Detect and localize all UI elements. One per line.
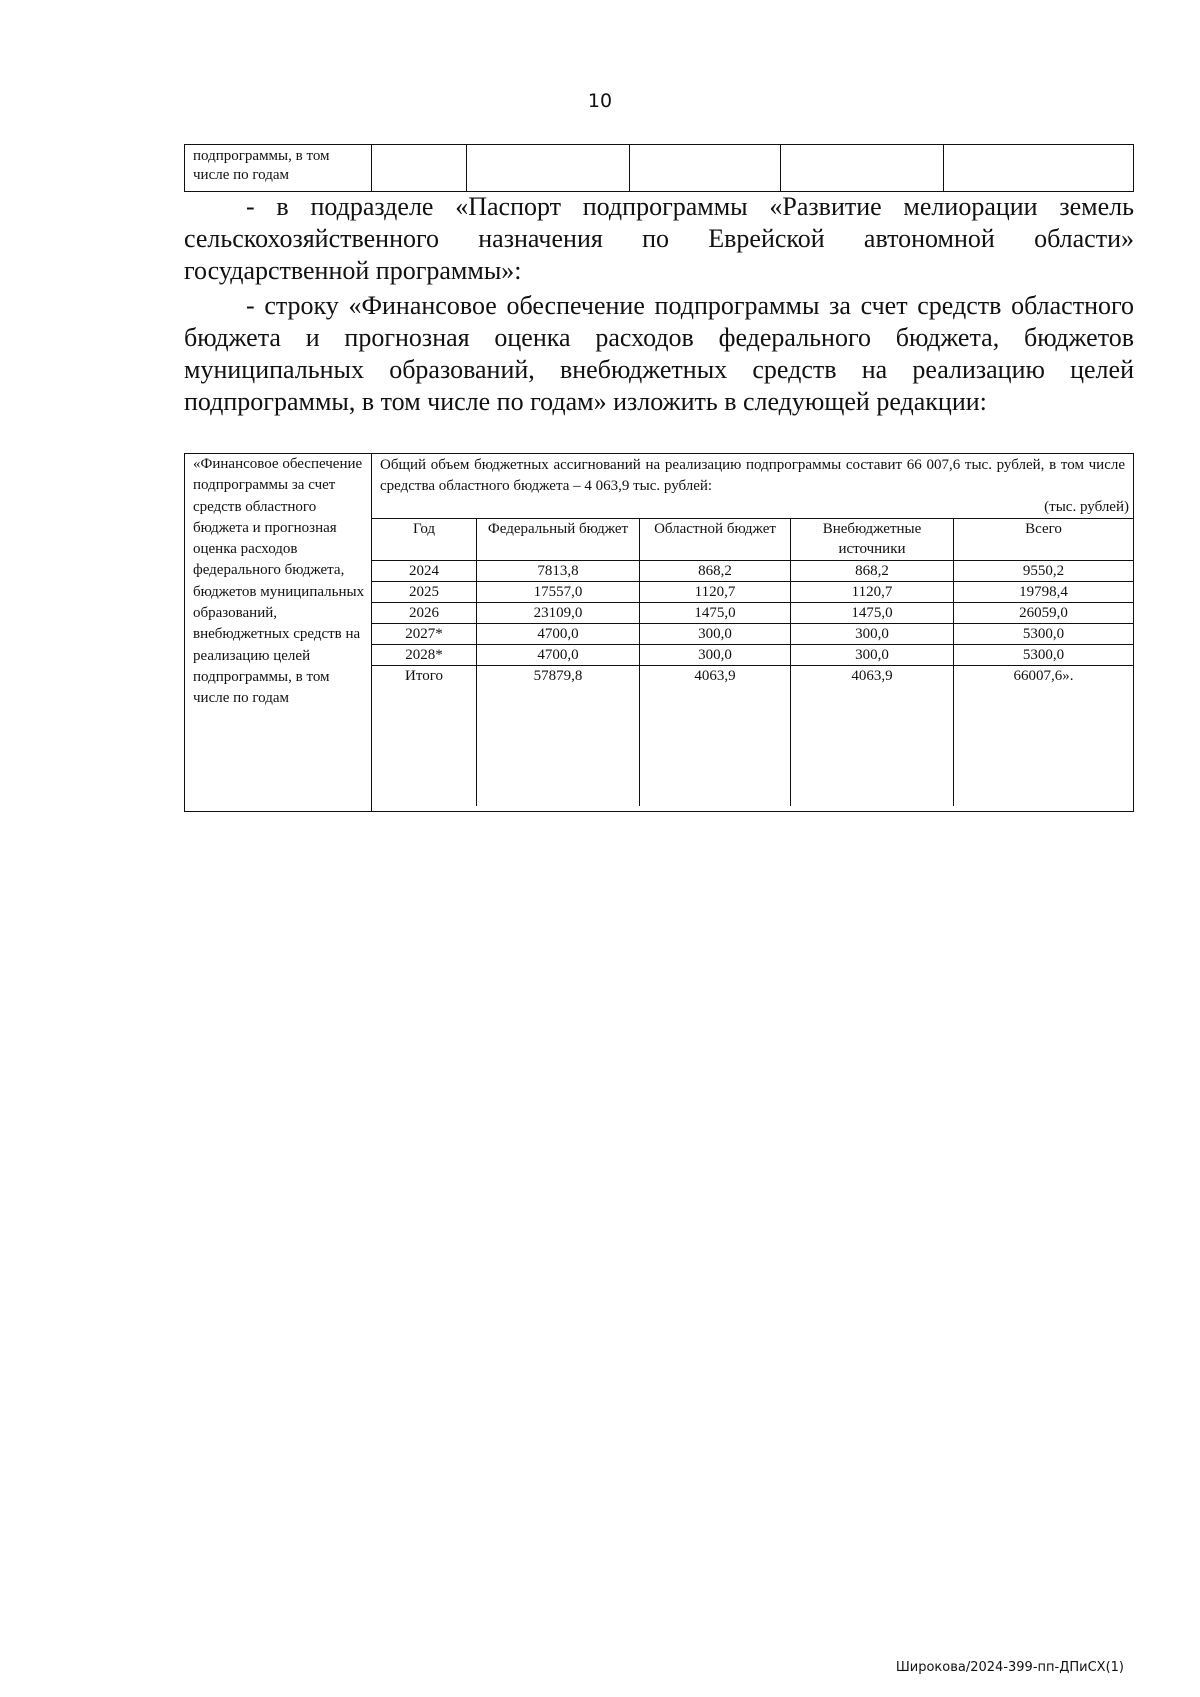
cell-extrabudget: 300,0	[791, 624, 954, 645]
passport-row-label: «Финансовое обеспечение подпрограммы за счет средств областного бюджета и прогнозная оценка расходов федерального бюджета, бюджетов муниципальных образований, внебюджетных средств на реализацию целей подпрограммы, в том числе по годам	[185, 454, 372, 812]
header-regional: Областной бюджет	[640, 519, 791, 561]
cell-extrabudget: 4063,9	[791, 666, 954, 807]
cell-regional: 1120,7	[640, 582, 791, 603]
cell-year: 2028*	[372, 645, 477, 666]
passport-table	[184, 453, 1134, 812]
cell-regional: 868,2	[640, 561, 791, 582]
funding-row	[372, 645, 1133, 666]
cell-extrabudget: 1475,0	[791, 603, 954, 624]
document-footer: Широкова/2024-399-пп-ДПиСХ(1)	[895, 1660, 1124, 1675]
cell-regional: 1475,0	[640, 603, 791, 624]
header-year: Год	[372, 519, 477, 561]
continuation-table	[184, 144, 1134, 192]
funding-row	[372, 561, 1133, 582]
funding-table	[372, 518, 1133, 806]
cell-total: 66007,6».	[954, 666, 1134, 807]
cell-extrabudget: 868,2	[791, 561, 954, 582]
cell-total: 26059,0	[954, 603, 1134, 624]
header-total: Всего	[954, 519, 1134, 561]
cell-federal: 4700,0	[477, 624, 640, 645]
continuation-cell	[467, 145, 630, 192]
header-federal: Федеральный бюджет	[477, 519, 640, 561]
cell-total: 5300,0	[954, 645, 1134, 666]
funding-total-row	[372, 666, 1133, 807]
cell-federal: 17557,0	[477, 582, 640, 603]
cell-year: 2025	[372, 582, 477, 603]
funding-row	[372, 582, 1133, 603]
continuation-label: подпрограммы, в том числе по годам	[185, 145, 372, 192]
cell-extrabudget: 1120,7	[791, 582, 954, 603]
paragraph-text: - в подразделе «Паспорт подпрограммы «Развитие мелиорации земель сельскохозяйственного назначения по Еврейской автономной области» государственной программы»:	[184, 192, 1134, 285]
funding-row	[372, 603, 1133, 624]
cell-year: Итого	[372, 666, 477, 807]
cell-regional: 4063,9	[640, 666, 791, 807]
paragraph-subsection	[184, 191, 1134, 287]
cell-year: 2027*	[372, 624, 477, 645]
cell-year: 2026	[372, 603, 477, 624]
funding-row	[372, 624, 1133, 645]
paragraph-text: - строку «Финансовое обеспечение подпрограммы за счет средств областного бюджета и прогнозная оценка расходов федерального бюджета, бюджетов муниципальных образований, внебюджетных средств на реализацию целей подпрограммы, в том числе по годам» изложить в следующей редакции:	[184, 291, 1134, 416]
cell-federal: 23109,0	[477, 603, 640, 624]
cell-regional: 300,0	[640, 645, 791, 666]
passport-row-content	[372, 454, 1134, 812]
continuation-cell	[781, 145, 944, 192]
cell-federal: 7813,8	[477, 561, 640, 582]
header-extrabudget: Внебюджетные источники	[791, 519, 954, 561]
cell-year: 2024	[372, 561, 477, 582]
cell-federal: 4700,0	[477, 645, 640, 666]
funding-summary: Общий объем бюджетных ассигнований на реализацию подпрограммы составит 66 007,6 тыс. рублей, в том числе средства областного бюджета – 4 063,9 тыс. рублей:	[380, 457, 1125, 494]
cell-federal: 57879,8	[477, 666, 640, 807]
cell-total: 19798,4	[954, 582, 1134, 603]
units-label: (тыс. рублей)	[1044, 499, 1129, 515]
page-number: 10	[587, 90, 613, 112]
cell-total: 5300,0	[954, 624, 1134, 645]
paragraph-row-change	[184, 290, 1134, 418]
continuation-cell	[630, 145, 781, 192]
continuation-cell	[372, 145, 467, 192]
continuation-cell	[944, 145, 1134, 192]
funding-header-row	[372, 519, 1133, 561]
cell-total: 9550,2	[954, 561, 1134, 582]
cell-regional: 300,0	[640, 624, 791, 645]
cell-extrabudget: 300,0	[791, 645, 954, 666]
